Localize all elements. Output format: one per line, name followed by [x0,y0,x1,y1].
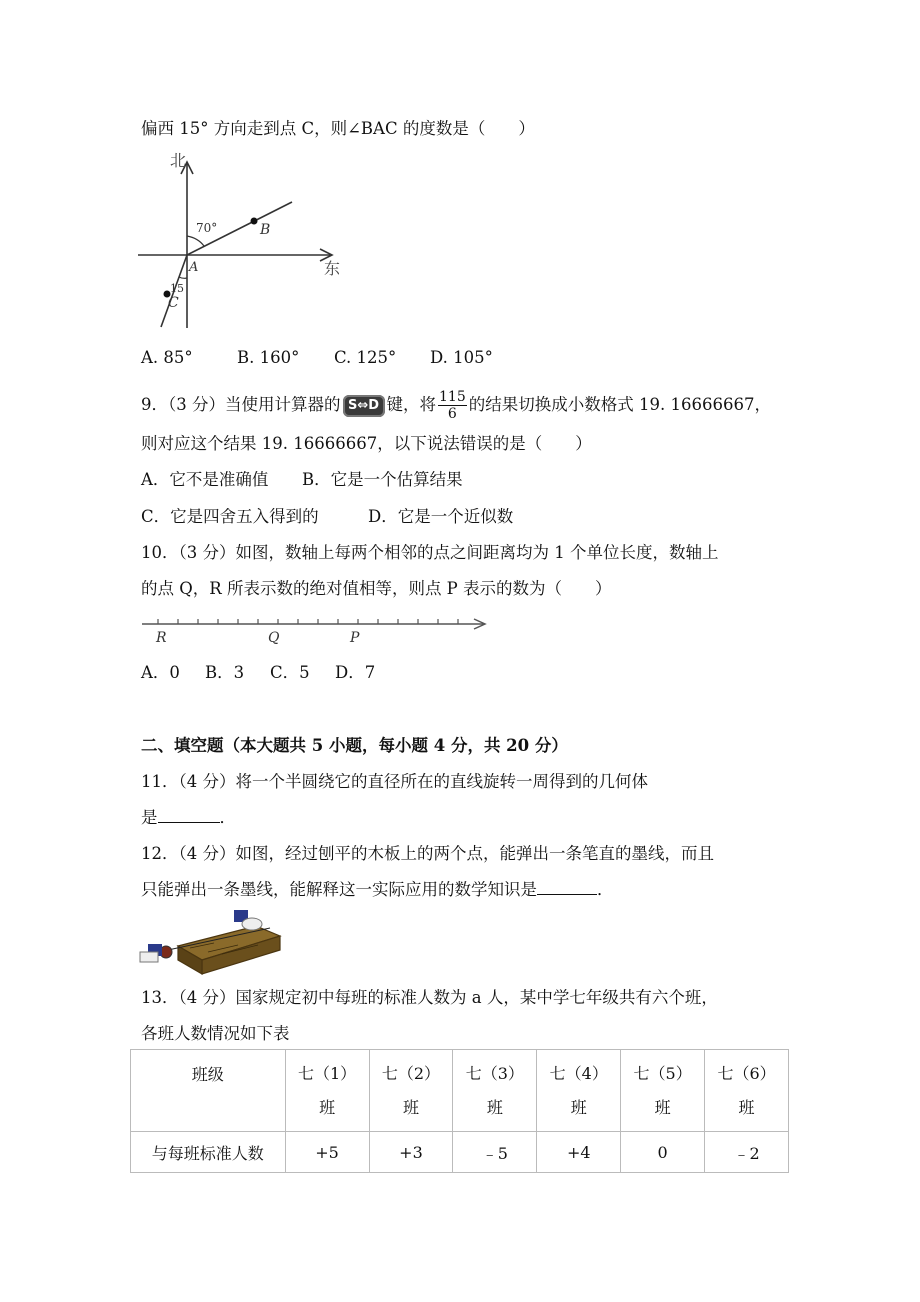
q9-option-b: B．它是一个估算结果 [302,470,463,489]
sd-key-icon: S⇔D [343,395,385,417]
q11-answer-blank [158,808,220,823]
point-b-dot [251,218,258,225]
q9-option-c: C．它是四舍五入得到的 [141,507,319,526]
q11-line2-pre: 是 [141,808,158,827]
point-q-label: Q [268,630,280,646]
q12-line2-pre: 只能弹出一条墨线，能解释这一实际应用的数学知识是 [141,880,537,899]
q9-line1 [141,389,771,422]
class-2-bottom: 班 [402,1097,419,1117]
class-5-top: 七（5） [633,1063,692,1083]
angle-arc-70 [187,236,204,246]
point-r-label: R [156,630,167,646]
q8-option-c: C. 125° [334,348,397,367]
q10-option-c: C．5 [270,663,310,682]
right-hand-icon [242,918,262,930]
q8-option-a: A. 85° [141,348,193,367]
table-cell-class-3 [453,1050,537,1132]
class-1-bottom: 班 [319,1097,336,1117]
class-6-top: 七（6） [717,1063,776,1083]
point-a-label: A [189,260,199,275]
table-row [131,1132,789,1173]
class-3-top: 七（3） [465,1063,524,1083]
q8-option-d: D. 105° [430,348,493,367]
ink-line-illustration [138,908,284,978]
table-value-1: +5 [285,1132,369,1173]
q10-line1: 10．（3 分）如图，数轴上每两个相邻的点之间距离均为 1 个单位长度，数轴上 [141,543,719,562]
table-cell-class-5 [621,1050,705,1132]
point-p-label: P [350,630,360,646]
fraction-numerator: 115 [439,389,466,405]
class-6-bottom: 班 [738,1097,755,1117]
fraction-denominator: 6 [447,406,457,422]
q9-fraction [438,389,467,422]
q13-line1: 13．（4 分）国家规定初中每班的标准人数为 a 人，某中学七年级共有六个班， [141,988,718,1007]
point-c-label: C [168,295,179,311]
q8-stem: 偏西 15° 方向走到点 C，则∠BAC 的度数是（ ） [141,119,535,138]
class-4-top: 七（4） [549,1063,608,1083]
table-cell-class-4 [537,1050,621,1132]
class-2-top: 七（2） [381,1063,441,1083]
q12-line2-post: ． [597,880,614,899]
point-b-label: B [260,222,271,238]
class-5-bottom: 班 [654,1097,671,1117]
angle-arc-15 [179,277,187,278]
q9-stem-a: 9．（3 分）当使用计算器的 [141,395,341,414]
q12-line1: 12．（4 分）如图，经过刨平的木板上的两个点，能弹出一条笔直的墨线，而且 [141,844,714,863]
q9-stem-b: 键，将 [386,395,436,414]
q11-line1: 11．（4 分）将一个半圆绕它的直径所在的直线旋转一周得到的几何体 [141,772,648,791]
number-line [138,610,490,646]
q12-line2 [141,879,614,901]
table-value-6: ﹣2 [705,1132,789,1173]
table-value-2: +3 [369,1132,453,1173]
table-row [131,1050,789,1132]
east-label: 东 [324,259,341,278]
table-cell-class-1 [285,1050,369,1132]
angle-70-label: 70° [196,221,218,235]
angle-15-label: 15 [170,282,184,295]
table-value-5: 0 [621,1132,705,1173]
class-4-bottom: 班 [570,1097,587,1117]
class-3-bottom: 班 [486,1097,503,1117]
table-value-3: ﹣5 [453,1132,537,1173]
q9-line2: 则对应这个结果 19. 16666667，以下说法错误的是（ ） [141,434,592,453]
q10-line2: 的点 Q，R 所表示数的绝对值相等，则点 P 表示的数为（ ） [141,579,612,598]
section2-title: 二、填空题（本大题共 5 小题，每小题 4 分，共 20 分） [141,736,568,755]
q11-line2 [141,807,236,829]
q13-line2: 各班人数情况如下表 [141,1024,290,1043]
compass-figure [136,152,346,332]
q9-option-d: D．它是一个近似数 [368,507,514,526]
q11-line2-post: ． [219,808,236,827]
q12-answer-blank [537,880,597,895]
left-hand-icon [140,952,158,962]
q9-stem-c: 的结果切换成小数格式 19. 16666667， [468,395,771,414]
class-size-table [130,1049,789,1173]
q8-option-b: B. 160° [237,348,300,367]
table-cell-class-2 [369,1050,453,1132]
table-row-header: 班级 [131,1050,286,1132]
q10-option-b: B．3 [205,663,245,682]
table-value-4: +4 [537,1132,621,1173]
q9-option-a: A．它不是准确值 [141,470,269,489]
table-row-label: 与每班标准人数 [131,1132,286,1173]
north-label: 北 [170,152,187,170]
q10-option-d: D．7 [335,663,376,682]
table-cell-class-6 [705,1050,789,1132]
q10-option-a: A．0 [141,663,180,682]
class-1-top: 七（1） [297,1063,357,1083]
